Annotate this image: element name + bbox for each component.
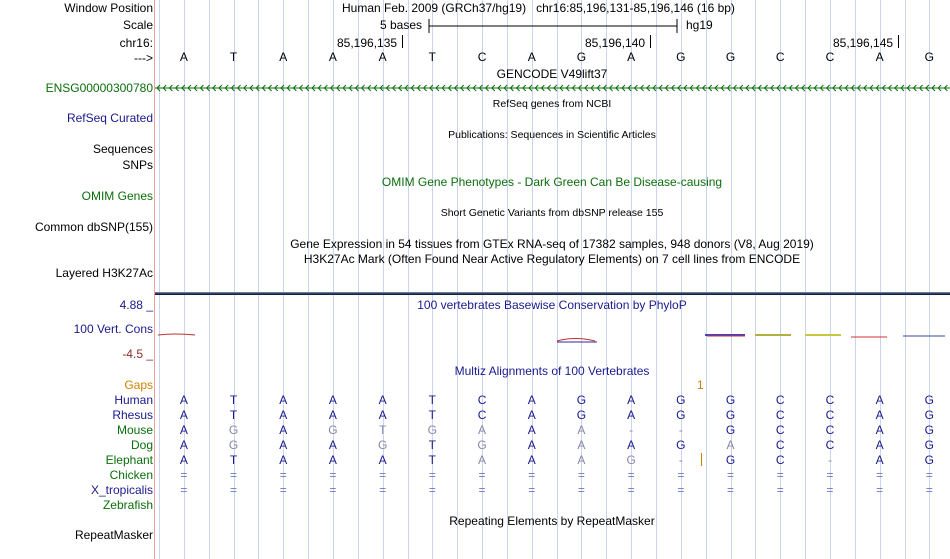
species-base: = [627, 468, 635, 482]
refseq-curated-label[interactable]: RefSeq Curated [66, 111, 153, 125]
species-base: A [378, 453, 387, 467]
species-base: A [378, 408, 387, 422]
species-base: = [776, 483, 784, 497]
species-base: = [925, 468, 933, 482]
reference-base: G [725, 50, 736, 64]
scale-bases: 5 bases [380, 18, 423, 32]
species-base: = [230, 483, 238, 497]
h3k27ac-signal[interactable] [155, 291, 950, 296]
gtex-track-title[interactable]: Gene Expression in 54 tissues from GTEx RNA-seq of 17382 samples, 948 donors (V8, Aug 2019) [290, 237, 814, 251]
chr-tick-1 [402, 35, 403, 48]
dbsnp-track-title[interactable]: Short Genetic Variants from dbSNP release 155 [440, 207, 664, 219]
chr-tick-2 [650, 35, 651, 48]
species-base: C [825, 408, 835, 422]
species-base: T [229, 408, 238, 422]
reference-base: C [477, 50, 487, 64]
species-base: G [924, 453, 935, 467]
species-base: = [727, 468, 735, 482]
species-base: = [478, 483, 486, 497]
species-base: A [179, 408, 188, 422]
species-base: G [725, 393, 736, 407]
species-base: G [676, 393, 686, 407]
species-base: G [924, 408, 935, 422]
reference-base: T [229, 50, 238, 64]
species-base: A [378, 393, 387, 407]
dbsnp-label[interactable]: Common dbSNP(155) [34, 220, 153, 234]
species-base: = [329, 468, 337, 482]
species-base: A [875, 393, 884, 407]
h3k27ac-label[interactable]: Layered H3K27Ac [55, 266, 153, 280]
reference-base: G [576, 50, 587, 64]
species-base: = [279, 483, 287, 497]
species-base: = [727, 483, 735, 497]
species-label-dog[interactable]: Dog [130, 438, 153, 452]
species-base: C [825, 423, 835, 437]
chr-label: chr16: [119, 36, 153, 50]
species-base: G [924, 423, 935, 437]
species-base: T [428, 453, 437, 467]
species-base: A [527, 438, 536, 452]
reference-base: A [875, 50, 884, 64]
species-base: = [577, 468, 585, 482]
species-base: A [478, 453, 487, 467]
species-base: A [328, 393, 337, 407]
species-base: = [528, 483, 536, 497]
species-label-human[interactable]: Human [114, 393, 153, 407]
species-base: G [924, 393, 935, 407]
species-base: A [875, 438, 884, 452]
species-base: A [179, 393, 188, 407]
chr-position-1: 85,196,135 [337, 36, 398, 50]
chr-position-3: 85,196,145 [833, 36, 894, 50]
species-base: G [576, 393, 587, 407]
reference-base: A [328, 50, 337, 64]
species-base: = [528, 468, 536, 482]
scale-label: Scale [122, 18, 153, 32]
species-base: C [775, 423, 785, 437]
species-base: A [875, 423, 884, 437]
species-base: A [328, 408, 337, 422]
species-base: A [527, 453, 536, 467]
species-base: A [328, 453, 337, 467]
species-label-chicken[interactable]: Chicken [109, 468, 153, 482]
publications-track-title[interactable]: Publications: Sequences in Scientific Articles [448, 129, 656, 141]
species-base: = [876, 483, 884, 497]
species-label-x_tropicalis[interactable]: X_tropicalis [90, 483, 153, 497]
phylop-signal[interactable] [155, 330, 950, 345]
species-base: A [875, 453, 884, 467]
gencode-track-title[interactable]: GENCODE V49lift37 [496, 67, 608, 81]
strand-arrow-label: ---> [134, 51, 153, 65]
species-base: = [428, 468, 436, 482]
reference-base: A [527, 50, 536, 64]
species-base: C [775, 438, 785, 452]
species-base: A [179, 453, 188, 467]
reference-base: A [179, 50, 188, 64]
phylop-track-title[interactable]: 100 vertebrates Basewise Conservation by PhyloP [417, 298, 687, 312]
species-base: C [825, 393, 835, 407]
species-base: T [229, 393, 238, 407]
species-base: G [725, 453, 736, 467]
species-label-rhesus[interactable]: Rhesus [112, 408, 153, 422]
reference-base: G [924, 50, 935, 64]
repeatmasker-track-title[interactable]: Repeating Elements by RepeatMasker [449, 514, 655, 528]
species-base: A [279, 423, 288, 437]
multiz-track-title[interactable]: Multiz Alignments of 100 Vertebrates [454, 364, 650, 378]
species-base: G [676, 408, 686, 422]
scale-bar [428, 18, 680, 34]
window-position-label: Window Position [64, 1, 153, 15]
reference-base: C [825, 50, 835, 64]
window-position-text: Human Feb. 2009 (GRCh37/hg19) chr16:85,196,131-85,196,146 (16 bp) [342, 1, 735, 15]
species-base: A [279, 453, 288, 467]
species-base: G [725, 408, 736, 422]
species-base: C [825, 438, 835, 452]
species-base: G [924, 438, 935, 452]
repeatmasker-label[interactable]: RepeatMasker [74, 528, 153, 542]
gap-count: 1 [697, 378, 704, 392]
species-base: = [677, 468, 685, 482]
species-base: - [827, 453, 832, 467]
chr-position-2: 85,196,140 [585, 36, 646, 50]
species-base: = [876, 468, 884, 482]
species-base: = [577, 483, 585, 497]
species-base: G [477, 438, 487, 452]
species-base: = [925, 483, 933, 497]
species-base: = [379, 468, 387, 482]
species-base: G [228, 438, 239, 452]
species-base: = [478, 468, 486, 482]
phylop-label[interactable]: 100 Vert. Cons [73, 322, 153, 336]
reference-base: C [775, 50, 785, 64]
species-base: A [527, 408, 536, 422]
chr-tick-3 [898, 35, 899, 48]
species-base: G [576, 408, 587, 422]
species-base: A [478, 423, 487, 437]
species-base: C [477, 408, 487, 422]
h3k27ac-track-title[interactable]: H3K27Ac Mark (Often Found Near Active Regulatory Elements) on 7 cell lines from ENCODE [303, 252, 801, 266]
species-base: A [527, 393, 536, 407]
species-base: A [179, 438, 188, 452]
species-base: T [229, 453, 238, 467]
species-base: = [627, 483, 635, 497]
species-base: = [180, 468, 188, 482]
species-base: G [725, 423, 736, 437]
species-base: T [428, 408, 437, 422]
species-base: - [678, 453, 683, 467]
species-base: C [477, 393, 487, 407]
species-label-elephant[interactable]: Elephant [105, 453, 153, 467]
snps-label[interactable]: SNPs [122, 158, 153, 172]
gaps-label[interactable]: Gaps [124, 378, 153, 392]
species-base: A [279, 408, 288, 422]
species-base: T [428, 438, 437, 452]
omim-genes-label[interactable]: OMIM Genes [81, 189, 153, 203]
scale-assembly: hg19 [686, 18, 713, 32]
species-label-zebrafish[interactable]: Zebrafish [102, 498, 153, 512]
reference-base: A [378, 50, 387, 64]
species-base: G [626, 453, 636, 467]
species-base: - [678, 423, 683, 437]
phylop-max: 4.88 _ [119, 298, 153, 312]
species-base: = [826, 483, 834, 497]
gap-marker [701, 453, 702, 466]
phylop-min: -4.5 _ [122, 347, 153, 361]
species-label-mouse[interactable]: Mouse [116, 423, 153, 437]
species-base: C [775, 393, 785, 407]
species-base: A [577, 453, 586, 467]
species-base: A [328, 438, 337, 452]
species-base: A [577, 423, 586, 437]
species-base: T [378, 423, 387, 437]
species-base: = [776, 468, 784, 482]
species-base: A [279, 438, 288, 452]
species-base: C [775, 453, 785, 467]
species-base: = [428, 483, 436, 497]
species-base: = [279, 468, 287, 482]
gencode-gene-feature[interactable] [155, 82, 950, 94]
species-base: = [826, 468, 834, 482]
species-base: = [677, 483, 685, 497]
species-base: - [629, 423, 634, 437]
species-base: C [775, 408, 785, 422]
gencode-gene-label[interactable]: ENSG00000300780 [45, 81, 153, 95]
species-base: A [627, 393, 636, 407]
species-base: A [875, 408, 884, 422]
species-base: A [627, 438, 636, 452]
species-base: G [328, 423, 338, 437]
species-base: A [279, 393, 288, 407]
reference-base: T [428, 50, 437, 64]
species-base: G [427, 423, 438, 437]
species-base: G [377, 438, 388, 452]
species-base: A [527, 423, 536, 437]
species-base: T [428, 393, 437, 407]
omim-track-title[interactable]: OMIM Gene Phenotypes - Dark Green Can Be Disease-causing [381, 175, 723, 189]
species-base: = [180, 483, 188, 497]
species-base: = [230, 468, 238, 482]
species-base: A [627, 408, 636, 422]
reference-base: A [627, 50, 636, 64]
reference-base: G [676, 50, 686, 64]
refseq-track-title[interactable]: RefSeq genes from NCBI [492, 98, 612, 110]
species-base: = [329, 483, 337, 497]
species-base: = [379, 483, 387, 497]
sequences-label[interactable]: Sequences [92, 142, 153, 156]
reference-base: A [279, 50, 288, 64]
species-base: A [179, 423, 188, 437]
species-base: G [676, 438, 686, 452]
species-base: A [726, 438, 735, 452]
species-base: A [577, 438, 586, 452]
species-base: G [228, 423, 239, 437]
